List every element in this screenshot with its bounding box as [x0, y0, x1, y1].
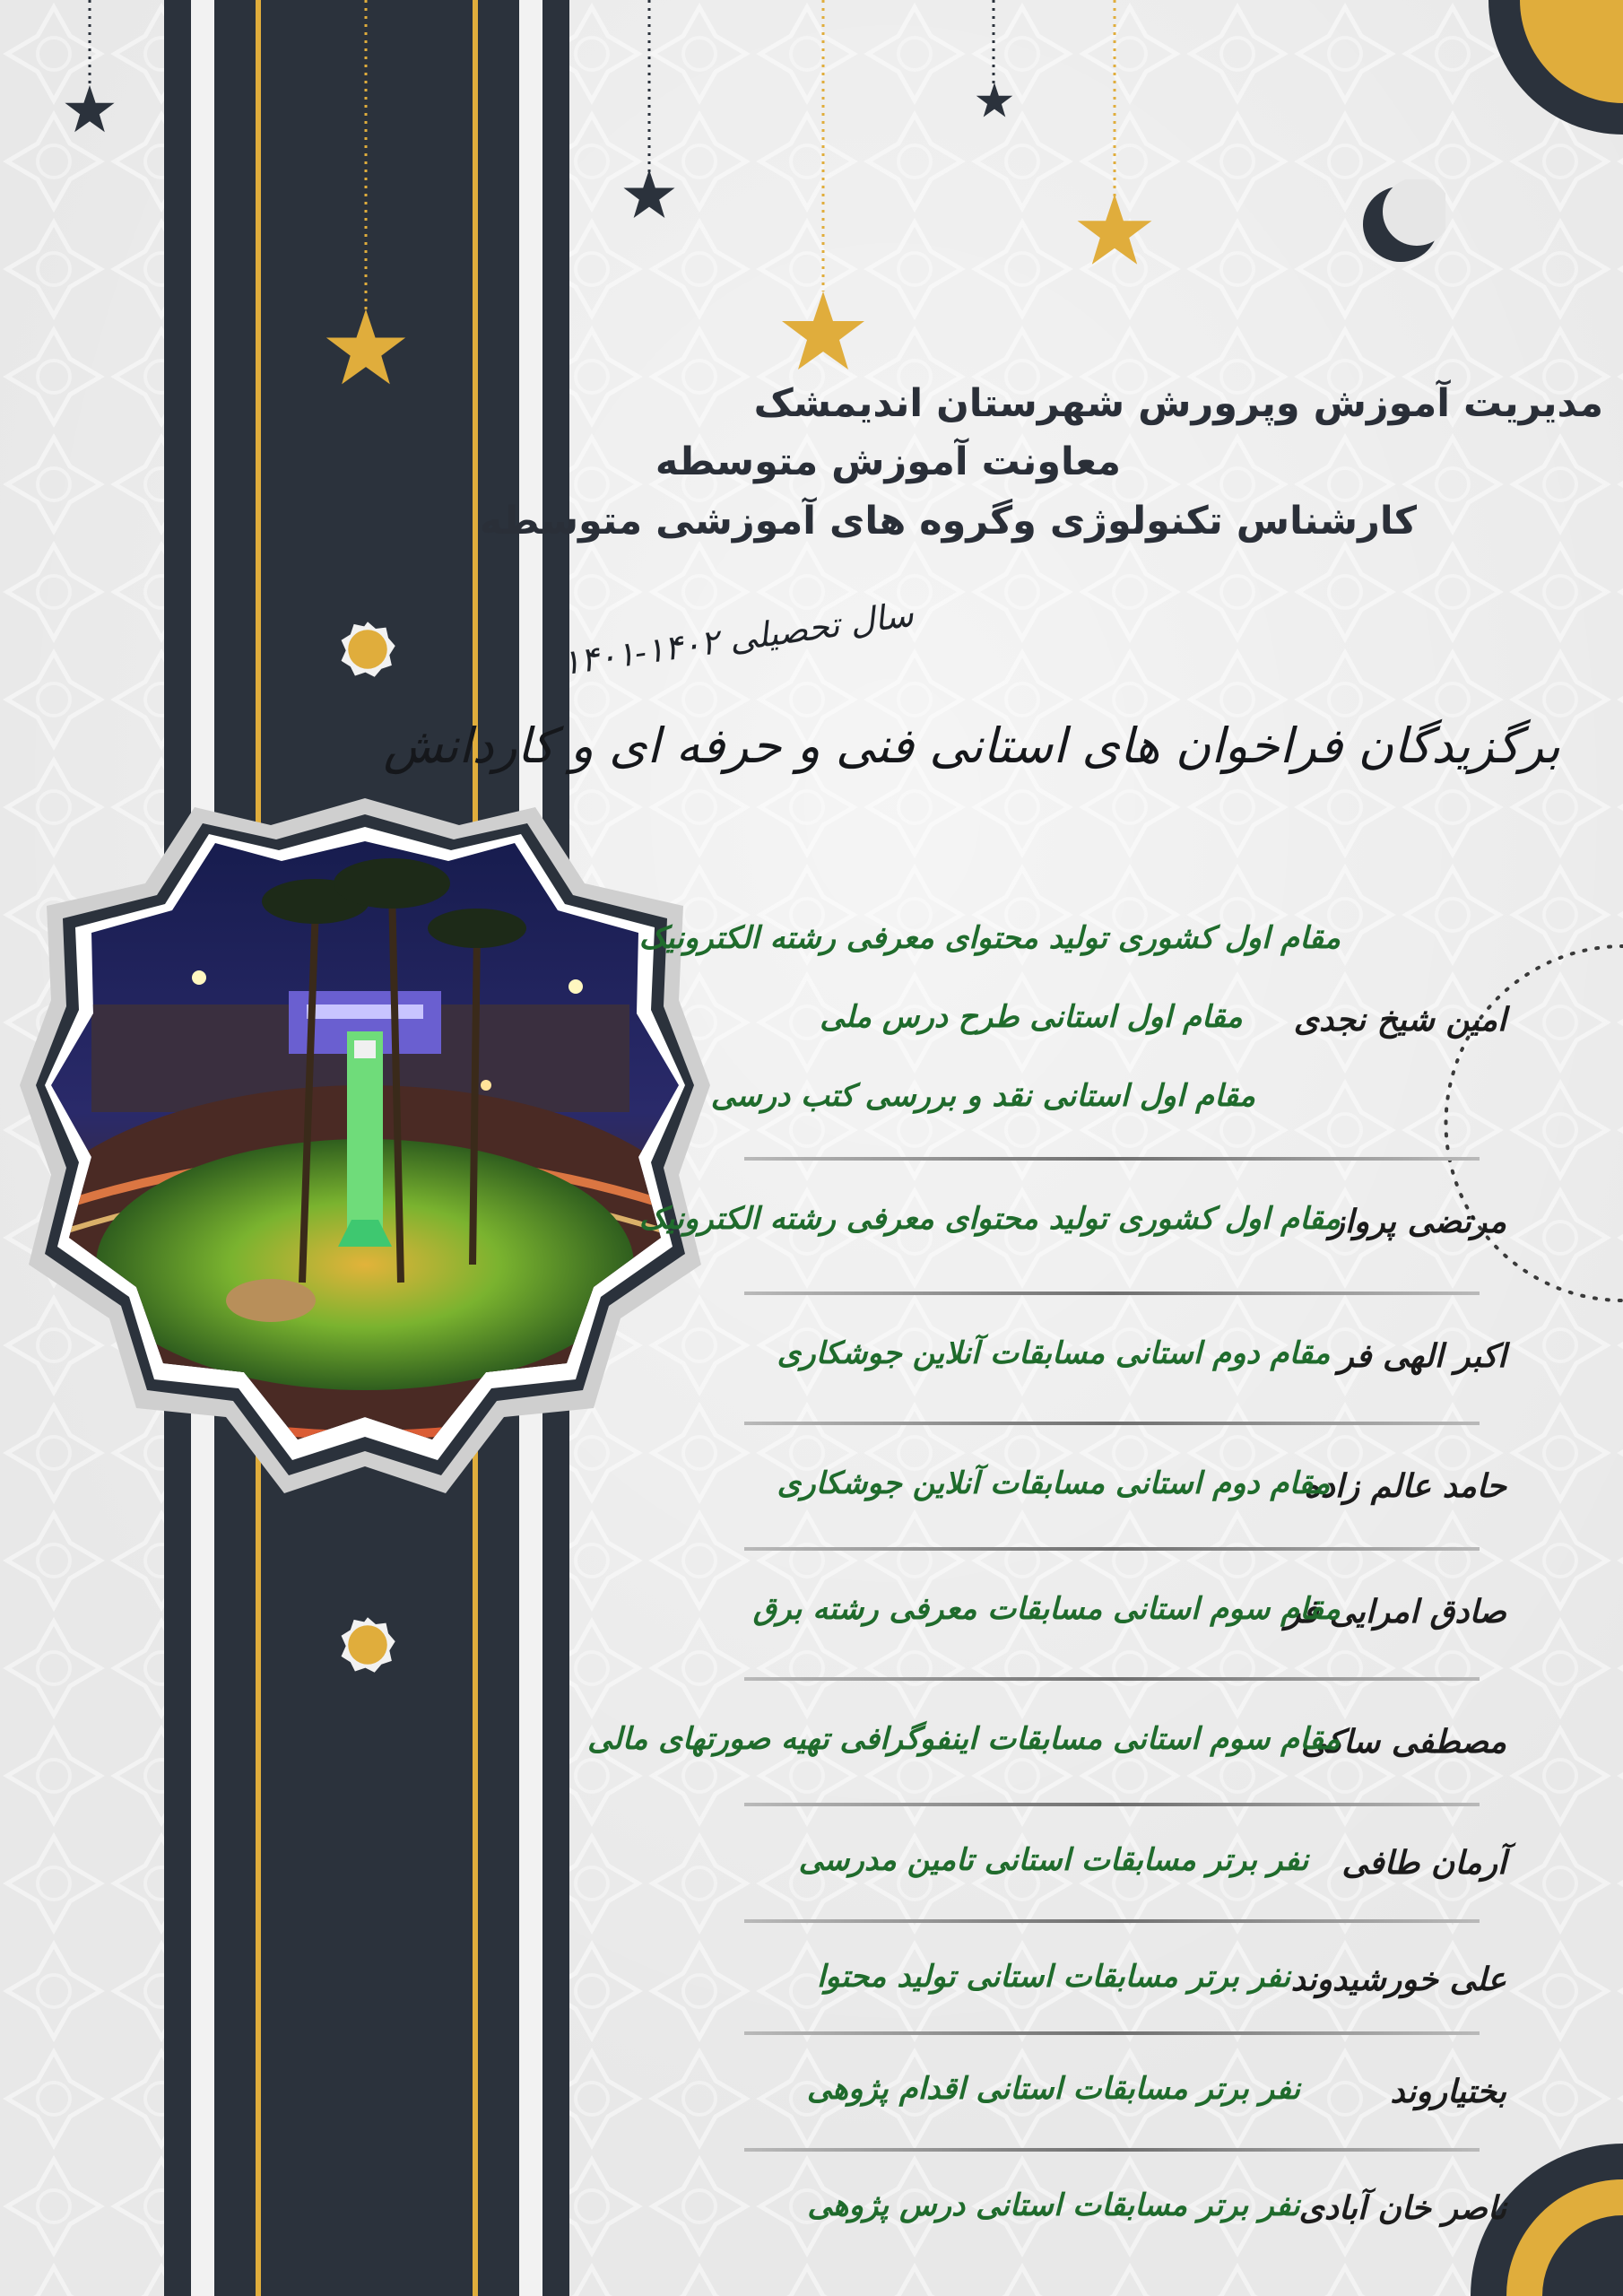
winner-name: ناصر خان آبادی: [1298, 2189, 1506, 2227]
winner-row: [587, 1691, 1506, 1798]
row-divider: [744, 1547, 1480, 1551]
winner-row: [638, 1170, 1506, 1278]
winner-award: نفر برتر مسابقات استانی درس پژوهی: [807, 2187, 1300, 2223]
winner-row: [735, 1816, 1506, 1915]
winner-award: نفر برتر مسابقات استانی اقدام پژوهی: [806, 2071, 1301, 2107]
winner-name: حامد عالم زاده: [1303, 1467, 1506, 1505]
winner-award: مقام سوم استانی مسابقات اینفوگرافی تهیه صورتهای مالی: [587, 1721, 1341, 1757]
winner-award: نفر برتر مسابقات استانی تولید محتوا: [816, 1959, 1291, 1995]
row-divider: [744, 2148, 1480, 2152]
winner-name: آرمان طافی: [1341, 1844, 1506, 1882]
academic-year-label: سال تحصیلی ۱۴۰۲-۱۴۰۱: [559, 594, 916, 683]
winner-award: مقام دوم استانی مسابقات آنلاین جوشکاری: [777, 1335, 1331, 1371]
header-line-3: کارشناس تکنولوژی وگروه های آموزشی متوسطه: [479, 499, 1417, 544]
winner-row: [735, 1933, 1506, 2031]
star-icon: [63, 83, 117, 136]
winners-list: [587, 888, 1506, 2278]
gold-medallion-icon: [339, 621, 396, 678]
winner-award: مقام دوم استانی مسابقات آنلاین جوشکاری: [777, 1465, 1331, 1501]
row-divider: [744, 1292, 1480, 1295]
winner-name: بختیاروند: [1390, 2073, 1506, 2110]
crescent-moon-icon: [1356, 179, 1445, 269]
winner-row: [735, 1435, 1506, 1543]
winner-row: [735, 1305, 1506, 1413]
city-photo: [20, 798, 710, 1498]
winner-award: مقام اول استانی طرح درس ملی: [820, 999, 1243, 1035]
winner-name: علی خورشیدوند: [1290, 1961, 1506, 1998]
star-icon: [975, 81, 1014, 120]
row-divider: [744, 1422, 1480, 1425]
winner-name: مرتضی پرواز: [1329, 1203, 1506, 1240]
row-divider: [744, 1677, 1480, 1681]
row-divider: [744, 1919, 1480, 1923]
main-title: برگزیدگان فراخوان های استانی فنی و حرفه ای و کاردانش: [383, 718, 1560, 774]
star-icon: [323, 305, 409, 391]
header-line-2: معاونت آموزش متوسطه: [655, 439, 1121, 484]
star-icon: [1074, 190, 1155, 271]
winner-award: نفر برتر مسابقات استانی تامین مدرسی: [798, 1842, 1309, 1878]
winner-name: امین شیخ نجدی: [1293, 1001, 1506, 1039]
star-icon: [778, 287, 868, 377]
winner-row: [735, 2161, 1506, 2260]
winner-award: مقام اول کشوری تولید محتوای معرفی رشته الکترونیک: [638, 1201, 1341, 1237]
row-divider: [744, 1803, 1480, 1806]
winner-name: مصطفی ساکی: [1300, 1723, 1506, 1761]
winner-award: مقام اول کشوری تولید محتوای معرفی رشته الکترونیک: [638, 920, 1341, 956]
star-icon: [621, 167, 677, 222]
winner-award: مقام اول استانی نقد و بررسی کتب درسی: [710, 1078, 1255, 1114]
winner-row: [735, 2045, 1506, 2144]
winner-row: [735, 1561, 1506, 1668]
header-line-1: مدیریت آموزش وپرورش شهرستان اندیمشک: [753, 381, 1603, 426]
winner-row: [638, 888, 1506, 1157]
row-divider: [744, 1157, 1480, 1161]
row-divider: [744, 2031, 1480, 2035]
gold-medallion-icon: [339, 1616, 396, 1674]
winner-name: اکبر الهی فر: [1338, 1337, 1506, 1375]
winner-award: مقام سوم استانی مسابقات معرفی رشته برق: [752, 1591, 1341, 1627]
winner-name: صادق امرایی فر: [1285, 1593, 1506, 1631]
